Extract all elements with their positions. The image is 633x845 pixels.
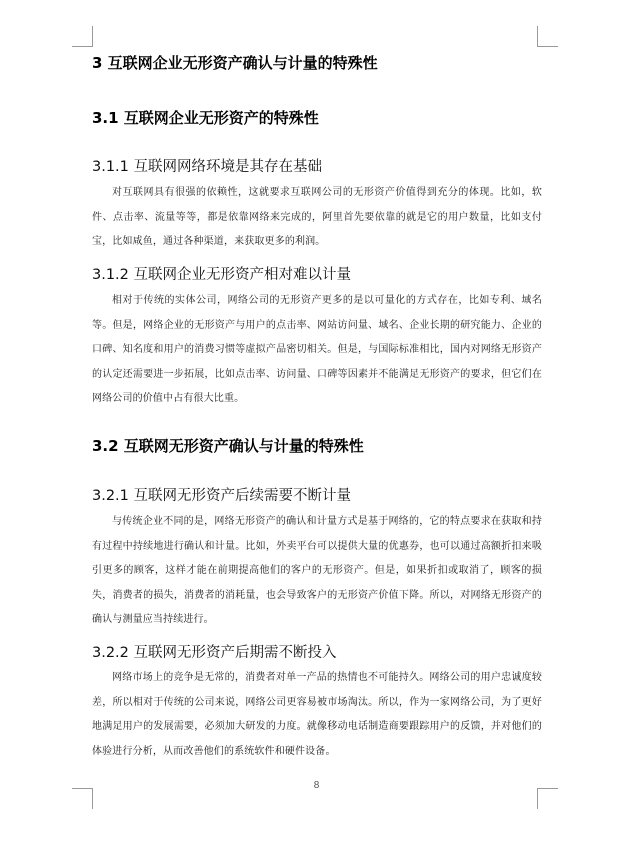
crop-mark-bottom-right [537,788,558,809]
chapter-title: 3 互联网企业无形资产确认与计量的特殊性 [92,54,378,72]
page-number: 8 [313,780,320,791]
paragraph-3-1-1: 对互联网具有很强的依赖性，这就要求互联网公司的无形资产价值得到充分的体现。比如，软件、点击率、流量等等，都是依靠网络来完成的，阿里首先要依靠的就是它的用户数量，比如支付宝，比如咸鱼，通过各种渠道，来获取更多的利润。 [92,187,542,247]
paragraph-3-2-2: 网络市场上的竞争是无常的，消费者对单一产品的热情也不可能持久。网络公司的用户忠诚度较差，所以相对于传统的公司来说，网络公司更容易被市场淘汰。所以，作为一家网络公司，为了更好地满足用户的发展需要，必须加大研发的力度。就像移动电话制造商要跟踪用户的反馈，并对他们的体验进行分析，从而改善他们的系统软件和硬件设备。 [92,672,542,757]
crop-mark-top-right [537,26,558,47]
paragraph-3-2-1: 与传统企业不同的是，网络无形资产的确认和计量方式是基于网络的，它的特点要求在获取和持有过程中持续地进行确认和计量。比如，外卖平台可以提供大量的优惠券，也可以通过高额折扣来吸引更多的顾客，这样才能在前期提高他们的客户的无形资产。但是，如果折扣或取消了，顾客的损失，消费者的损失，消费者的消耗量，也会导致客户的无形资产价值下降。所以，对网络无形资产的确认与测量应当持续进行。 [92,516,542,625]
crop-mark-bottom-left [72,788,93,809]
subsection-title-3-1-1: 3.1.1 互联网网络环境是其存在基础 [92,159,323,175]
subsection-title-3-2-1: 3.2.1 互联网无形资产后续需要不断计量 [92,488,352,504]
subsection-title-3-1-2: 3.1.2 互联网企业无形资产相对难以计量 [92,267,352,283]
subsection-title-3-2-2: 3.2.2 互联网无形资产后期需不断投入 [92,645,337,661]
section-title-3-2: 3.2 互联网无形资产确认与计量的特殊性 [92,437,364,455]
crop-mark-top-left [72,26,93,47]
section-title-3-1: 3.1 互联网企业无形资产的特殊性 [92,109,319,127]
paragraph-3-1-2: 相对于传统的实体公司，网络公司的无形资产更多的是以可量化的方式存在，比如专利、域名等。但是，网络企业的无形资产与用户的点击率、网站访问量、域名、企业长期的研究能力、企业的口碑、知名度和用户的消费习惯等虚拟产品密切相关。但是，与国际标准相比，国内对网络无形资产的认定还需要进一步拓展，比如点击率、访问量、口碑等因素并不能满足无形资产的要求，但它们在网络公司的价值中占有很大比重。 [92,295,542,404]
